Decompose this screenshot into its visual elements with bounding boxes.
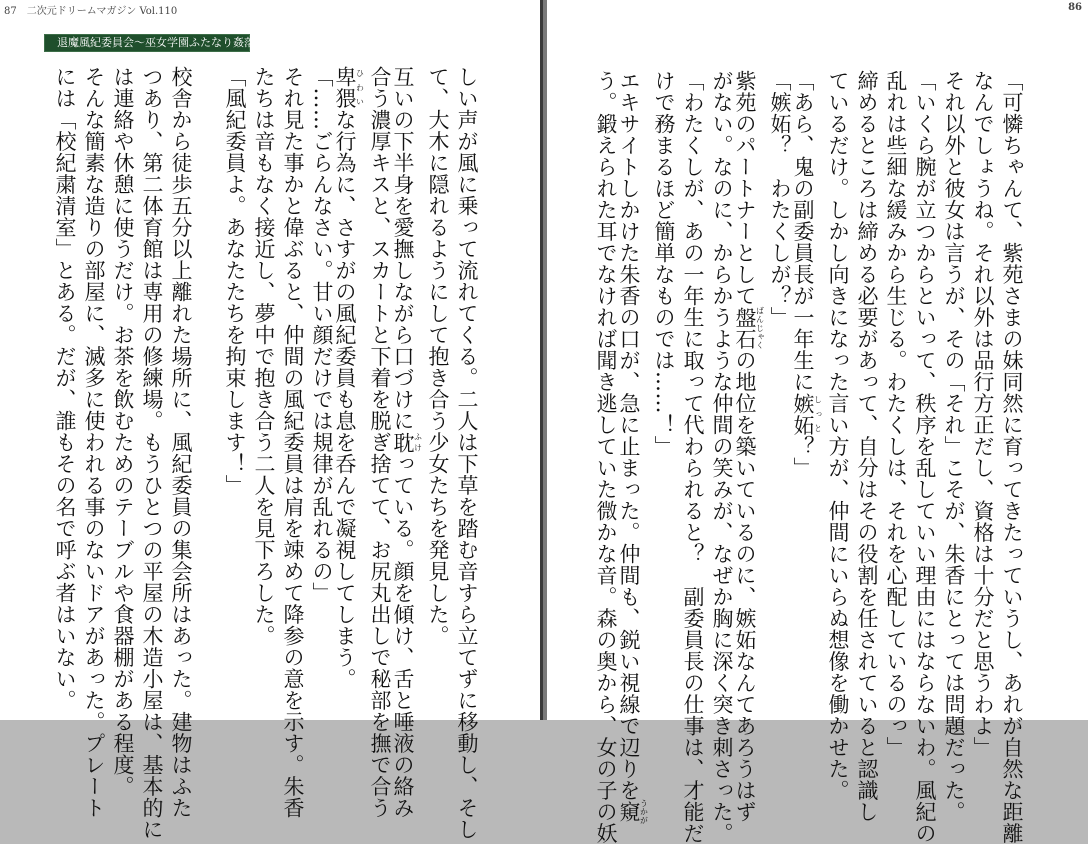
right-line-4: 「いくら腕が立つからといって、秩序を乱していい理由にはならないわ。風紀の [913, 70, 937, 844]
left-line-5: 卑猥ひわいな行為に、さすがの風紀委員も息を呑んで凝視してしまう。 [333, 66, 365, 690]
left-line-3: 互いの下半身を愛撫しながら口づけに耽ふけっている。顔を傾け、舌と唾液の絡み [391, 66, 423, 819]
right-page-number: 86 [1068, 2, 1082, 13]
right-line-14: エキサイトしかけた朱香の口が、急に止まった。仲間も、鋭い視線で辺りを窺うかが [617, 70, 649, 825]
left-page-header: 87 二次元ドリームマガジン Vol.110 [4, 6, 178, 17]
left-line-blank [193, 66, 219, 720]
left-line-9: 「風紀委員よ。あなたたちを拘束します！」 [223, 66, 247, 496]
right-line-2: なんでしょうね。それ以外は品行方正だし、資格は十分だと思うわよ」 [971, 70, 995, 758]
right-line-13: けで務まるほど簡単なものでは……！」 [652, 70, 676, 457]
left-line-13: そんな簡素な造りの部屋に、滅多に使われる事のないドアがあった。プレート [82, 66, 106, 819]
furigana: 卑猥ひわい [333, 66, 365, 109]
right-line-15: う。鍛えられた耳でなければ聞き逃していた微かな音。森の奥から、女の子の妖 [594, 70, 618, 844]
left-line-12: は連絡や休憩に使うだけ。お茶を飲むためのテーブルや食器棚がある程度。 [111, 66, 135, 797]
right-line-9: 「嫉妬？ わたくしが？」 [768, 70, 792, 328]
furigana: 窺うかが [617, 799, 649, 825]
left-line-11: つあり、第二体育館は専用の修練場。もうひとつの平屋の木造小屋は、基本的に [140, 66, 164, 840]
right-line-10: 紫苑のパートナーとして盤石ばんじゃくの地位を築いているのに、嫉妬なんてあろうはず [733, 70, 765, 823]
story-title-banner: 退魔風紀委員会〜巫女学園ふたなり姦落〜 [44, 34, 250, 52]
furigana: 盤石ばんじゃく [733, 306, 765, 350]
left-line-1: しい声が風に乗って流れてくる。二人は下草を踏む音すら立てずに移動し、そし [455, 66, 479, 840]
right-line-7: ているだけ。しかし向きになった言い方が、仲間にいらぬ想像を働かせた。 [826, 70, 850, 801]
right-line-6: 締めるところは締める必要があって、自分はその役割を任されていると認識し [855, 70, 879, 823]
left-line-2: て、大木に隠れるようにして抱き合う少女たちを発見した。 [426, 66, 450, 647]
right-line-8: 「あら、鬼の副委員長が一年生に嫉妬しっと？」 [791, 70, 823, 479]
right-line-12: 「わたくしが、あの一年生に取って代わられると？ 副委員長の仕事は、才能だ [681, 70, 705, 844]
right-line-3: それ以外と彼女は言うが、その「それ」こそが、朱香にとっては問題だった。 [942, 70, 966, 823]
left-page [0, 0, 540, 840]
right-page [547, 0, 1088, 844]
left-line-4: 合う濃厚キスと、スカートと下着を脱ぎ捨てて、お尻丸出しで秘部を撫で合う [368, 66, 392, 819]
right-line-1: 「可憐ちゃんて、紫苑さまの妹同然に育ってきたっていうし、あれが自然な距離 [1000, 70, 1024, 844]
left-line-7: それ見た事かと偉ぶると、仲間の風紀委員は肩を竦めて降参の意を示す。朱香 [281, 66, 305, 819]
right-line-5: 乱れは些細な緩みから生じる。わたくしは、それを心配しているのっ」 [884, 70, 908, 758]
left-line-8: たちは音もなく接近し、夢中で抱き合う二人を見下ろした。 [252, 66, 276, 647]
furigana: 嫉妬しっと [791, 392, 823, 436]
left-line-14: には「校紀粛清室」とある。だが、誰もその名で呼ぶ者はいない。 [53, 66, 77, 711]
left-line-10: 校舎から徒歩五分以上離れた場所に、風紀委員の集会所はあった。建物はふた [169, 66, 193, 819]
left-line-6: 「……ごらんなさい。甘い顔だけでは規律が乱れるの」 [310, 66, 334, 604]
right-line-11: がない。なのに、からかうような仲間の笑みが、なぜか胸に深く突き刺さった。 [710, 70, 734, 844]
furigana: 耽ふけ [391, 431, 423, 453]
